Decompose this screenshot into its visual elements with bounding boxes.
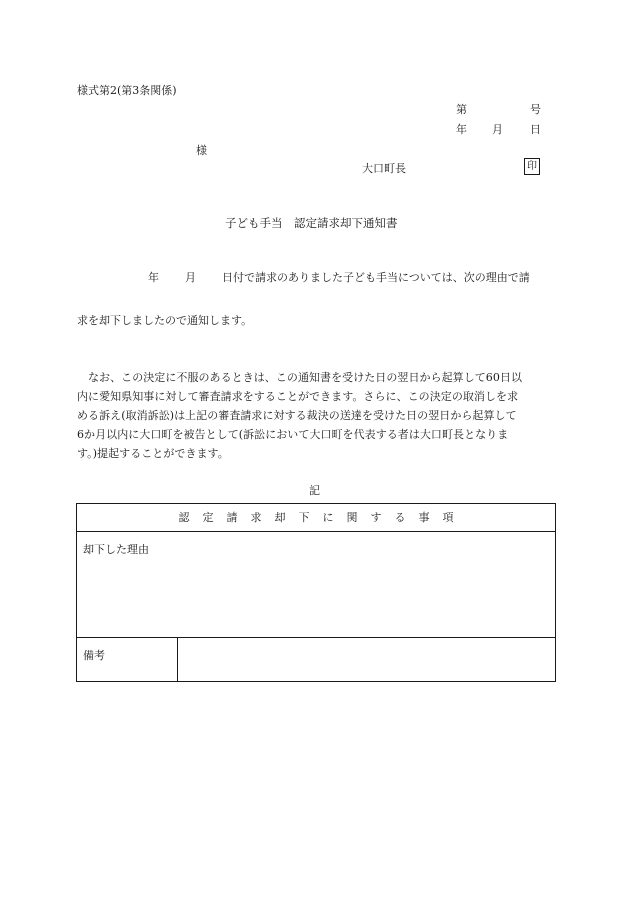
form-number-label: 様式第2(第3条関係) (77, 84, 177, 97)
appeal-paragraph-line-2: 内に愛知県知事に対して審査請求をすることができます。さらに、この決定の取消しを求 (77, 390, 519, 403)
table-header-text: 認定請求却下に関する事項 (178, 511, 467, 524)
addressee-honorific: 様 (196, 144, 207, 157)
remarks-label: 備考 (83, 649, 105, 662)
appeal-paragraph-line-1: なお、この決定に不服のあるときは、この通知書を受けた日の翌日から起算して60日以 (88, 371, 522, 384)
remarks-value-cell (178, 638, 556, 682)
paragraph-month-label: 月 (185, 271, 196, 284)
notice-paragraph-line-2: 求を却下しましたので通知します。 (77, 314, 253, 327)
rejection-matters-table (76, 503, 556, 682)
table-header-cell (77, 504, 556, 532)
issuer-name: 大口町長 (362, 162, 406, 175)
rejection-reason-cell (77, 532, 556, 638)
appeal-paragraph-line-3: める訴え(取消訴訟)は上記の審査請求に対する裁決の送達を受けた日の翌日から起算して (77, 409, 517, 422)
number-suffix: 号 (530, 103, 541, 116)
appeal-paragraph-line-5: す。)提起することができます。 (77, 447, 229, 460)
date-day-label: 日 (530, 123, 541, 136)
date-year-label: 年 (456, 123, 467, 136)
remarks-label-cell (77, 638, 178, 682)
date-month-label: 月 (492, 123, 503, 136)
ki-heading: 記 (309, 484, 320, 497)
document-title: 子ども手当 認定請求却下通知書 (225, 216, 398, 230)
paragraph-line-1-text: 日付で請求のありました子ども手当については、次の理由で請 (222, 271, 530, 284)
paragraph-year-label: 年 (148, 271, 159, 284)
number-prefix: 第 (456, 103, 467, 116)
appeal-paragraph-line-4: 6か月以内に大口町を被告として(訴訟において大口町を代表する者は大口町長となりま (77, 428, 509, 441)
seal-stamp-box: 印 (524, 158, 540, 175)
rejection-reason-label: 却下した理由 (83, 543, 149, 556)
